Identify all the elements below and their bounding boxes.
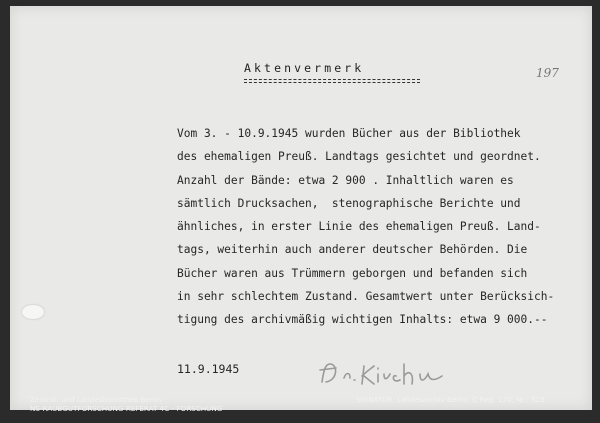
- body-line: sämtlich Drucksachen, stenographische Berichte und: [177, 196, 521, 210]
- footer-library-credit: [30, 395, 222, 413]
- title-underline: [244, 79, 420, 80]
- footer-library-name: Zentral- und Landesbibliothek Berlin: [30, 395, 162, 404]
- footer-department: NS-RAUBGUTFORSCHUNG REFERAT 4C - FORSCHUNG: [30, 404, 223, 413]
- memo-date: 11.9.1945: [177, 362, 240, 376]
- body-line: tags, weiterhin auch anderer deutscher Behörden. Die: [177, 243, 528, 257]
- footer-signature-ref: [356, 395, 545, 404]
- body-line: tigung des archivmäßig wichtigen Inhalts: etwa 9 000.--: [177, 313, 548, 327]
- memo-body: [177, 122, 582, 332]
- footer-archive-reference: SIGNATUR: Landesarchiv Berlin, C Rep. 120, Nr.: 513: [356, 395, 545, 404]
- title-underline-second: [244, 82, 420, 83]
- body-line: in sehr schlechtem Zustand. Gesamtwert unter Berücksich-: [177, 290, 555, 304]
- page-number: 197: [536, 66, 559, 80]
- body-line: Vom 3. - 10.9.1945 wurden Bücher aus der Bibliothek: [177, 127, 521, 140]
- punch-hole: [22, 305, 44, 319]
- body-line: Bücher waren aus Trümmern geborgen und befanden sich: [177, 266, 528, 280]
- body-line: Anzahl der Bände: etwa 2 900 . Inhaltlich waren es: [177, 173, 514, 187]
- body-line: des ehemaligen Preuß. Landtags gesichtet und geordnet.: [177, 150, 541, 164]
- handwritten-signature: [316, 358, 456, 388]
- body-line: ähnliches, in erster Linie des ehemaligen Preuß. Land-: [177, 220, 541, 234]
- document-title: Aktenvermerk: [244, 61, 365, 75]
